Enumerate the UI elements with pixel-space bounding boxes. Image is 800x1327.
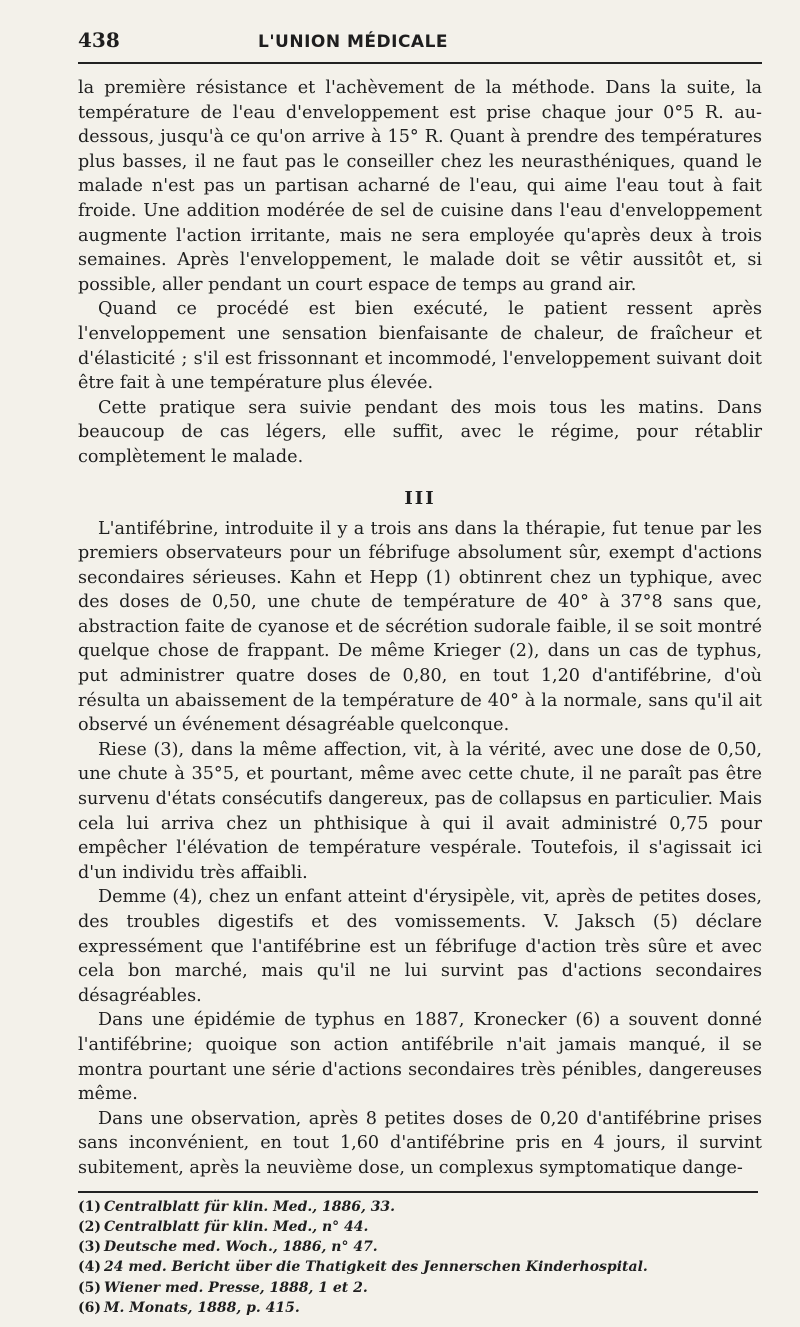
footnote xyxy=(78,1298,762,1318)
footnote xyxy=(78,1217,762,1237)
footnote-number: (5) xyxy=(78,1279,101,1296)
footnote-text: Deutsche med. Woch., 1886, n° 47. xyxy=(104,1239,378,1256)
footnote xyxy=(78,1257,762,1277)
footnote-divider xyxy=(78,1191,758,1193)
footnote-text: 24 med. Bericht über die Thatigkeit des Jennerschen Kinderhospital. xyxy=(104,1259,648,1276)
body-text xyxy=(78,76,762,1181)
section-heading: III xyxy=(404,487,436,509)
footnote-text: M. Monats, 1888, p. 415. xyxy=(104,1300,300,1317)
paragraph: Quand ce procédé est bien exécuté, le patient ressent après l'enveloppement une sensation bienfaisante de chaleur, de fraîcheur et d'élasticité ; s'il est frissonnant et incommodé, l'enveloppement suivant doit être fait à une température plus élevée. xyxy=(78,299,762,394)
paragraph: la première résistance et l'achèvement de la méthode. Dans la suite, la température de l'eau d'enveloppement est prise chaque jour 0°5 R. au-dessous, jusqu'à ce qu'on arrive à 15° R. Quant à prendre des températures plus basses, il ne faut pas le conseiller chez les neurasthéniques, quand le malade n'est pas un partisan acharné de l'eau, qui aime l'eau tout à fait froide. Une addition modérée de sel de cuisine dans l'eau d'enveloppement augmente l'action irritante, mais ne sera employée qu'après deux à trois semaines. Après l'enveloppement, le malade doit se vêtir aussitôt et, si possible, aller pendant un court espace de temps au grand air. xyxy=(78,78,762,295)
page-number: 438 xyxy=(78,28,120,52)
paragraph: L'antifébrine, introduite il y a trois ans dans la thérapie, fut tenue par les premiers observateurs pour un fébrifuge absolument sûr, exempt d'actions secondaires sérieuses. Kahn et Hepp (1) obtinrent chez un typhique, avec des doses de 0,50, une chute de température de 40° à 37°8 sans que, abstraction faite de cyanose et de sécrétion sudorale faible, il se soit montré quelque chose de frappant. De même Krieger (2), dans un cas de typhus, put administrer quatre doses de 0,80, en tout 1,20 d'antifébrine, d'où résulta un abaissement de la température de 40° à la normale, sans qu'il ait observé un événement désagréable quelconque. xyxy=(78,518,762,736)
footnote-number: (2) xyxy=(78,1218,101,1235)
footnotes xyxy=(78,1197,762,1319)
footnote xyxy=(78,1237,762,1257)
paragraph: Riese (3), dans la même affection, vit, à la vérité, avec une dose de 0,50, une chute à 35°5, et pourtant, même avec cette chute, il ne paraît pas être survenu d'états consécutifs dangereux, pas de collapsus en particulier. Mais cela lui arriva chez un phthisique à qui il avait administré 0,75 pour empêcher l'élévation de température vespérale. Toutefois, il s'agissait ici d'un individu très affaibli. xyxy=(78,739,762,883)
footnote-number: (1) xyxy=(78,1198,101,1215)
footnote-text: Wiener med. Presse, 1888, 1 et 2. xyxy=(104,1279,368,1296)
footnote-text: Centralblatt für klin. Med., 1886, 33. xyxy=(104,1198,396,1215)
footnote-number: (3) xyxy=(78,1239,101,1256)
page-header xyxy=(78,28,762,64)
footnote-number: (6) xyxy=(78,1300,101,1317)
footnote xyxy=(78,1197,762,1217)
paragraph: Dans une épidémie de typhus en 1887, Kronecker (6) a souvent donné l'antifébrine; quoique son action antifébrile n'ait jamais manqué, il se montra pourtant une série d'actions secondaires très pénibles, dangereuses même. xyxy=(78,1010,762,1105)
footnote xyxy=(78,1278,762,1298)
running-title: L'UNION MÉDICALE xyxy=(258,32,449,52)
paragraph: Cette pratique sera suivie pendant des mois tous les matins. Dans beaucoup de cas légers, elle suffit, avec le régime, pour rétablir complètement le malade. xyxy=(78,397,762,467)
paragraph: Dans une observation, après 8 petites doses de 0,20 d'antifébrine prises sans inconvénient, en tout 1,60 d'antifébrine pris en 4 jours, il survint subitement, après la neuvième dose, un complexus symptomatique dange- xyxy=(78,1108,762,1178)
footnote-text: Centralblatt für klin. Med., n° 44. xyxy=(104,1218,369,1235)
paragraph: Demme (4), chez un enfant atteint d'érysipèle, vit, après de petites doses, des troubles digestifs et des vomissements. V. Jaksch (5) déclare expressément que l'antifébrine est un fébrifuge d'action très sûre et avec cela bon marché, mais qu'il ne lui survint pas d'actions secondaires désagréables. xyxy=(78,887,762,1006)
footnote-number: (4) xyxy=(78,1259,101,1276)
